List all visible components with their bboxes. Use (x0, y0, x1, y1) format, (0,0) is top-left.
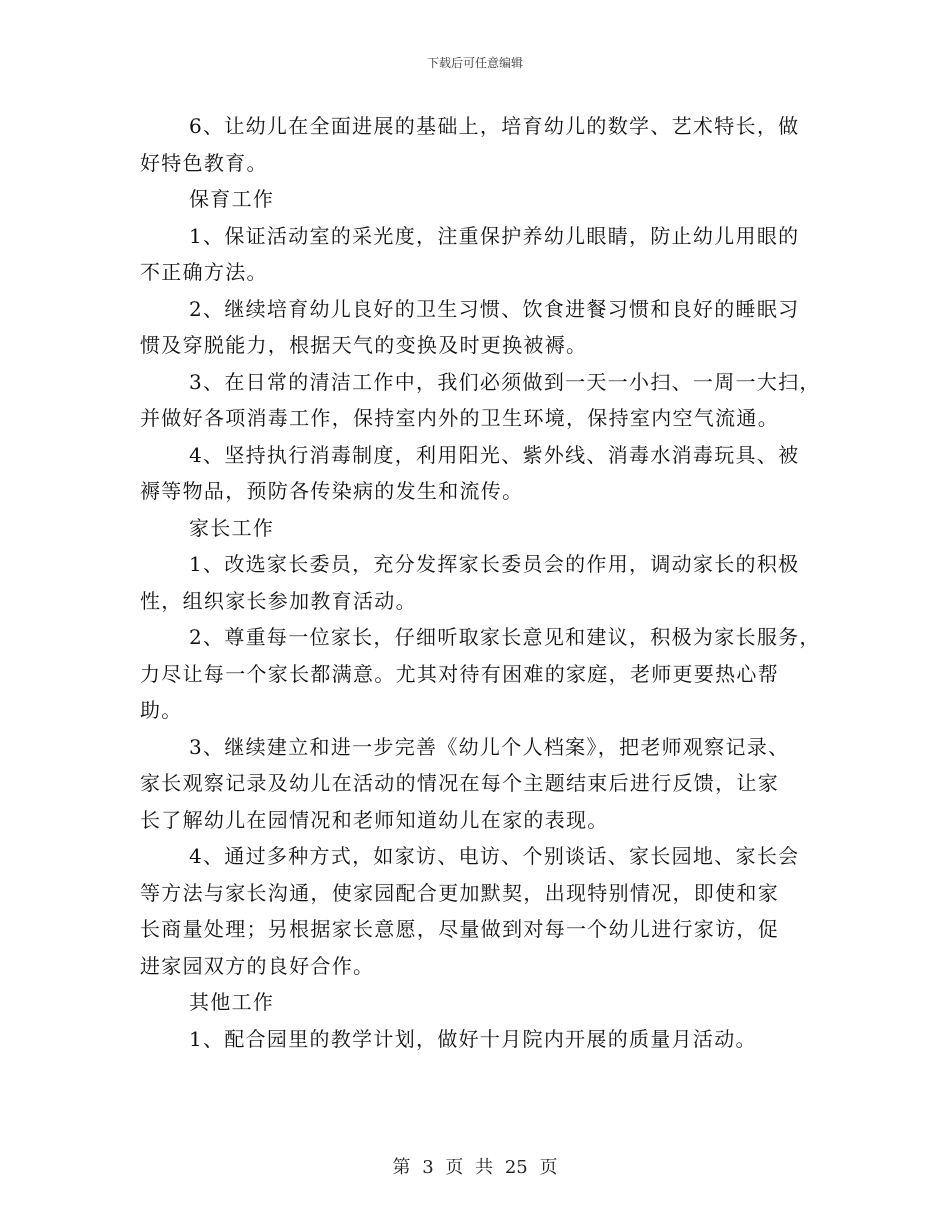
text-line: 1、改选家长委员，充分发挥家长委员会的作用，调动家长的积极 (189, 552, 800, 576)
text-line: 3、在日常的清洁工作中，我们必须做到一天一小扫、一周一大扫， (189, 369, 821, 394)
text-line: 好特色教育。 (140, 150, 268, 175)
text-line: 不正确方法。 (140, 260, 268, 284)
text-line: 2、尊重每一位家长，仔细听取家长意见和建议，积极为家长服务， (189, 625, 821, 649)
text-line: 1、保证活动室的采光度，注重保护养幼儿眼睛，防止幼儿用眼的 (189, 223, 800, 248)
text-line: 助。 (140, 698, 183, 722)
text-line: 家长工作 (189, 515, 275, 540)
text-line: 保育工作 (189, 187, 275, 211)
text-line: 4、通过多种方式，如家访、电访、个别谈话、家长园地、家长会 (189, 844, 800, 868)
text-line: 家长观察记录及幼儿在活动的情况在每个主题结束后进行反馈，让家 (140, 771, 779, 795)
text-line: 进家园双方的良好合作。 (140, 953, 375, 978)
text-line: 褥等物品，预防各传染病的发生和流传。 (140, 479, 524, 503)
text-line: 长商量处理；另根据家长意愿，尽量做到对每一个幼儿进行家访，促 (140, 917, 779, 941)
text-line: 性，组织家长参加教育活动。 (140, 588, 417, 613)
text-line: 2、继续培育幼儿良好的卫生习惯、饮食进餐习惯和良好的睡眠习 (189, 296, 800, 321)
text-line: 力尽让每一个家长都满意。尤其对待有困难的家庭，老师更要热心帮 (140, 661, 779, 686)
text-line: 惯及穿脱能力，根据天气的变换及时更换被褥。 (140, 333, 588, 357)
text-line: 并做好各项消毒工作，保持室内外的卫生环境，保持室内空气流通。 (140, 406, 779, 430)
text-line: 4、坚持执行消毒制度，利用阳光、紫外线、消毒水消毒玩具、被 (189, 442, 800, 467)
text-line: 3、继续建立和进一步完善《幼儿个人档案》，把老师观察记录、 (189, 734, 790, 759)
text-line: 其他工作 (189, 990, 275, 1014)
text-line: 长了解幼儿在园情况和老师知道幼儿在家的表现。 (140, 807, 609, 832)
page-header: 下载后可任意编辑 (426, 56, 523, 70)
text-line: 等方法与家长沟通，使家园配合更加默契，出现特别情况，即使和家 (140, 880, 779, 905)
page-footer: 第 3 页 共 25 页 (392, 1157, 558, 1178)
text-line: 6、让幼儿在全面进展的基础上，培育幼儿的数学、艺术特长，做 (189, 114, 800, 138)
text-line: 1、配合园里的教学计划，做好十月院内开展的质量月活动。 (189, 1026, 757, 1051)
